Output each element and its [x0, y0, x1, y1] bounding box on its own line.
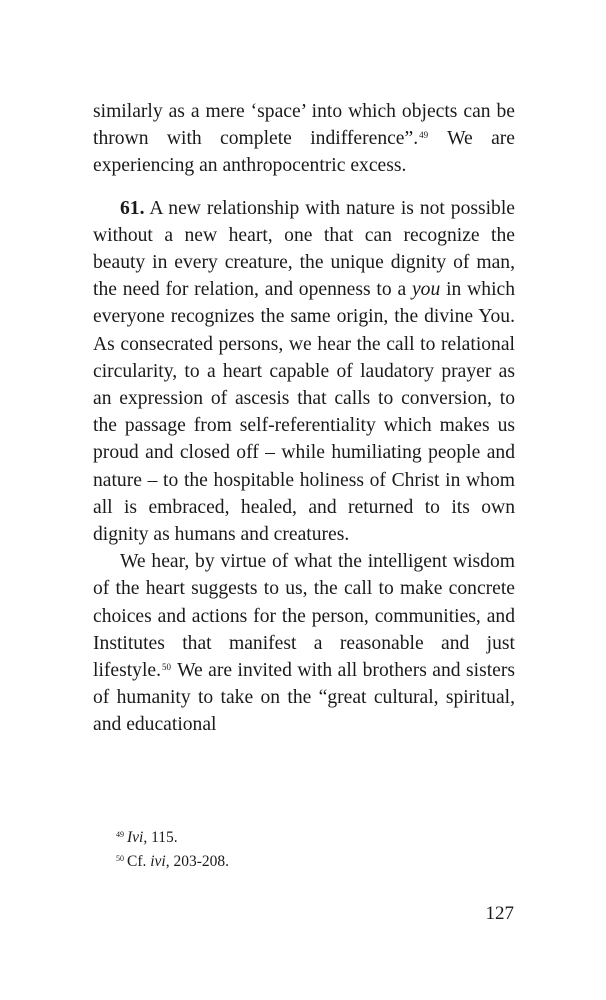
- footnote-ref-49: 49: [419, 130, 429, 141]
- footnotes: [116, 826, 516, 874]
- footnote-text: , 203-208.: [165, 853, 230, 870]
- p1-text-a: similarly as a mere ‘space’ into which objects can be thrown with complete indifference”.: [93, 101, 515, 150]
- footnote-prefix: Cf.: [127, 853, 151, 870]
- footnote-source: ivi: [150, 853, 166, 870]
- footnote-50: [116, 850, 516, 874]
- p1-text-b: We are experiencing an anthropocentric excess.: [93, 128, 516, 177]
- paragraph-continued: [93, 98, 515, 180]
- footnote-mark: 49: [116, 830, 124, 839]
- footnote-ref-50: 50: [162, 662, 172, 673]
- paragraph-61: [93, 195, 515, 549]
- footnote-49: [116, 826, 516, 850]
- paragraph-number: 61.: [120, 197, 145, 219]
- footnote-text: , 115.: [143, 829, 178, 846]
- p2-text-a: A new relationship with nature is not possible without a new heart, one that can recognize the beauty in every creature, the unique dignity of man, the need for relation, and openness to a: [93, 197, 515, 301]
- p2-text-b: in which everyone recognizes the same origin, the divine You. As consecrated persons, we hear the call to relational circularity, to a heart capable of laudatory prayer as an expression of ascesis that calls to conversion, to the passage from self-referentiality which makes us proud and closed off – while humiliating people and nature – to the hospitable holiness of Christ in whom all is embraced, healed, and returned to its own dignity as humans and creatures.: [93, 279, 516, 546]
- paragraph-next: [93, 548, 515, 738]
- p3-text-a: We hear, by virtue of what the intelligent wisdom of the heart suggests to us, the call to make concrete choices and actions for the person, communities, and Institutes that manifest a reasonable and just lifestyle.: [93, 551, 515, 682]
- page-number: 127: [485, 903, 514, 924]
- page-body: [93, 98, 515, 739]
- p2-emphasis: you: [411, 279, 441, 301]
- footnote-mark: 50: [116, 854, 124, 863]
- p3-text-b: We are invited with all brothers and sisters of humanity to take on the “great cultural, spiritual, and educational: [93, 660, 515, 736]
- footnote-source: Ivi: [127, 829, 144, 846]
